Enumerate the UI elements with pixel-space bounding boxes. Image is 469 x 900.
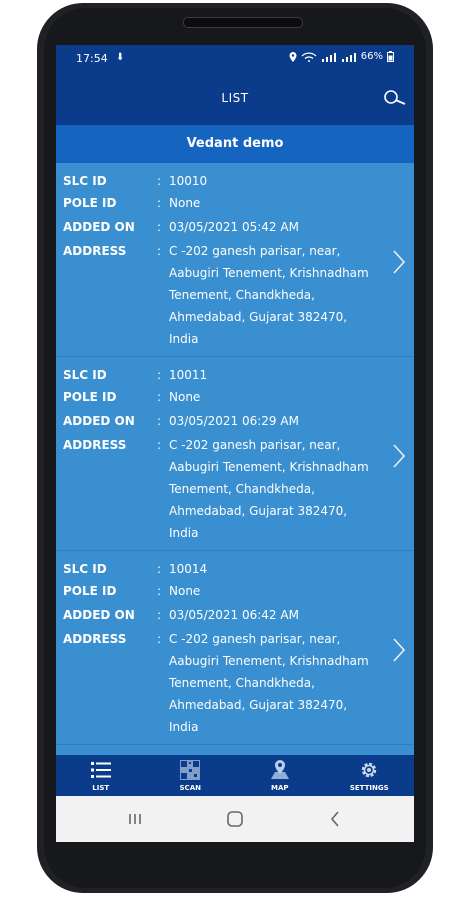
colon: : — [157, 244, 162, 258]
colon: : — [157, 608, 162, 622]
pole-id-value: None — [169, 196, 201, 210]
cell-signal-2-icon — [341, 52, 357, 62]
nav-map-label: MAP — [270, 784, 289, 792]
added-on-label: ADDED ON — [63, 414, 135, 428]
colon: : — [157, 414, 162, 428]
nav-map[interactable] — [235, 755, 325, 796]
qr-scan-icon — [179, 759, 201, 781]
status-bar — [56, 45, 414, 73]
nav-list[interactable] — [56, 755, 146, 796]
colon: : — [157, 368, 162, 382]
address-value: C -202 ganesh parisar, near, Aabugiri Tenement, Krishnadham Tenement, Chandkheda, Ahmedabad, Gujarat 382470, India — [169, 438, 369, 540]
system-navigation-bar — [56, 796, 414, 842]
address-label: ADDRESS — [63, 244, 127, 258]
download-icon: ⬇ — [116, 52, 125, 63]
colon: : — [157, 584, 162, 598]
chevron-right-icon[interactable] — [392, 443, 406, 469]
project-name: Vedant demo — [56, 125, 414, 163]
slc-id-value: 10014 — [169, 562, 208, 576]
list-item[interactable] — [56, 357, 414, 551]
colon: : — [157, 174, 162, 188]
address-value: C -202 ganesh parisar, near, Aabugiri Tenement, Krishnadham Tenement, Chandkheda, Ahmedabad, Gujarat 382470, India — [169, 632, 369, 734]
nav-settings[interactable] — [325, 755, 415, 796]
search-icon[interactable] — [382, 89, 408, 107]
slc-id-value: 10011 — [169, 368, 208, 382]
pole-id-value: None — [169, 390, 201, 404]
pole-id-value: None — [169, 584, 201, 598]
list-item[interactable] — [56, 163, 414, 357]
earpiece-speaker — [183, 17, 303, 28]
added-on-label: ADDED ON — [63, 220, 135, 234]
pole-id-label: POLE ID — [63, 390, 117, 404]
app-bar — [56, 73, 414, 125]
nav-list-label: LIST — [92, 784, 110, 792]
slc-list — [56, 163, 414, 755]
colon: : — [157, 196, 162, 210]
home-icon[interactable] — [223, 807, 247, 831]
added-on-value: 03/05/2021 06:42 AM — [169, 608, 299, 622]
colon: : — [157, 390, 162, 404]
chevron-right-icon[interactable] — [392, 249, 406, 275]
page-title: LIST — [221, 91, 249, 105]
slc-id-label: SLC ID — [63, 562, 107, 576]
chevron-right-icon[interactable] — [392, 637, 406, 663]
battery-percent: 66% — [360, 51, 383, 62]
bottom-nav — [56, 755, 414, 796]
location-icon — [289, 52, 297, 62]
nav-scan-label: SCAN — [179, 784, 201, 792]
list-icon — [90, 759, 112, 781]
cell-signal-icon — [321, 52, 337, 62]
address-label: ADDRESS — [63, 632, 127, 646]
slc-id-label: SLC ID — [63, 174, 107, 188]
list-item[interactable] — [56, 551, 414, 745]
colon: : — [157, 632, 162, 646]
wifi-signal-icon — [301, 52, 317, 62]
slc-id-label: SLC ID — [63, 368, 107, 382]
added-on-value: 03/05/2021 05:42 AM — [169, 220, 299, 234]
colon: : — [157, 438, 162, 452]
address-label: ADDRESS — [63, 438, 127, 452]
pole-id-label: POLE ID — [63, 196, 117, 210]
nav-settings-label: SETTINGS — [349, 784, 389, 792]
gear-icon — [358, 759, 380, 781]
status-icons — [289, 51, 394, 62]
colon: : — [157, 562, 162, 576]
map-icon — [269, 759, 291, 781]
added-on-value: 03/05/2021 06:29 AM — [169, 414, 299, 428]
added-on-label: ADDED ON — [63, 608, 135, 622]
pole-id-label: POLE ID — [63, 584, 117, 598]
app-screen — [56, 45, 414, 842]
status-time: 17:54 — [76, 52, 108, 65]
colon: : — [157, 220, 162, 234]
battery-icon — [387, 51, 394, 62]
back-icon[interactable] — [323, 807, 347, 831]
recent-apps-icon[interactable] — [123, 807, 147, 831]
slc-id-value: 10010 — [169, 174, 208, 188]
nav-scan[interactable] — [146, 755, 236, 796]
address-value: C -202 ganesh parisar, near, Aabugiri Tenement, Krishnadham Tenement, Chandkheda, Ahmedabad, Gujarat 382470, India — [169, 244, 369, 346]
